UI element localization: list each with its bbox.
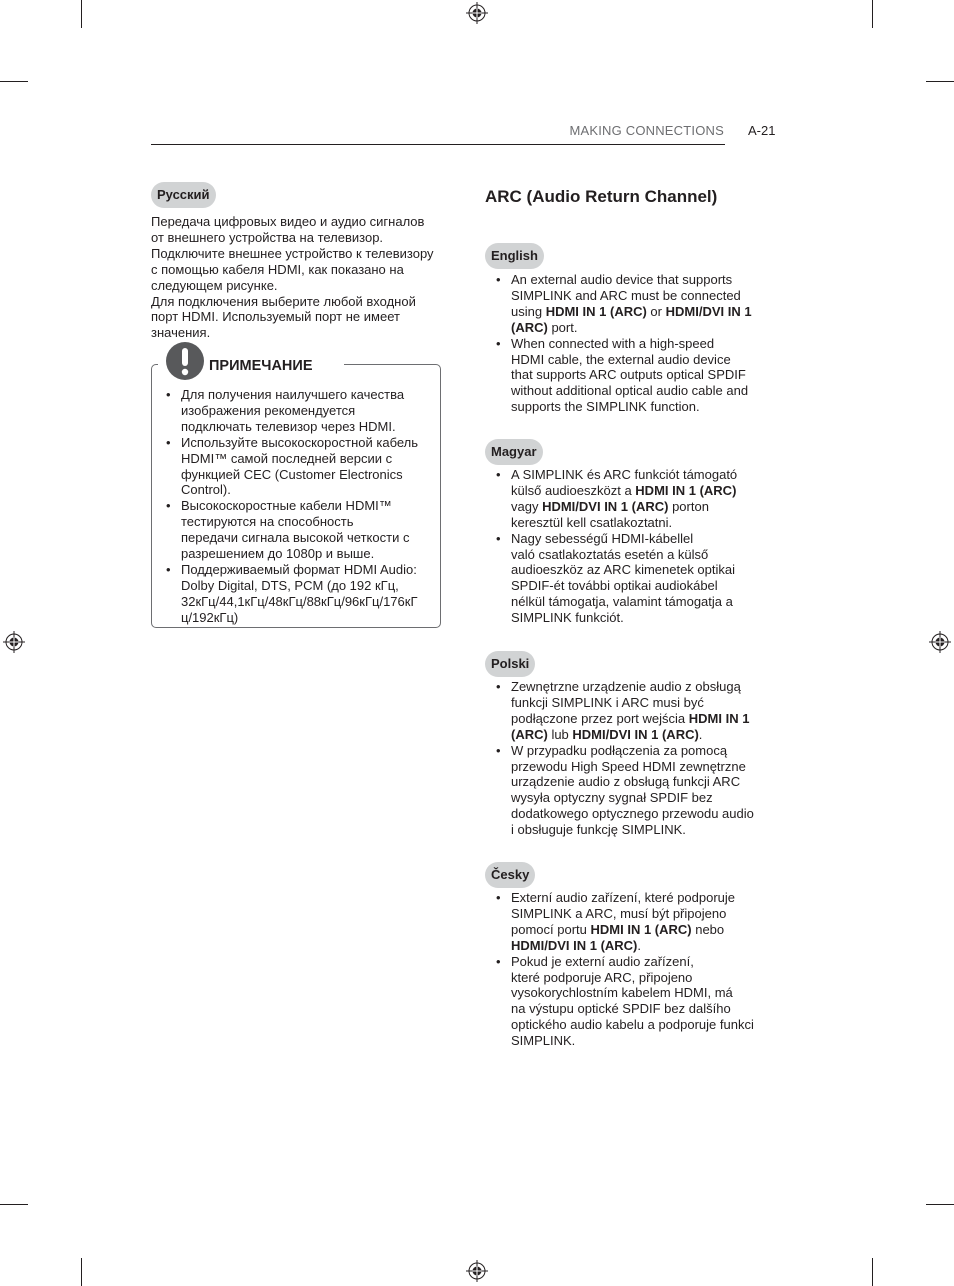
- registration-mark-icon: [466, 2, 488, 24]
- crop-mark: [926, 1204, 954, 1205]
- crop-mark: [872, 1258, 873, 1286]
- crop-mark: [81, 1258, 82, 1286]
- list-item: • Pokud je externí audio zařízení, které podporuje ARC, připojeno vysokorychlostním kabelem HDMI, má na výstupu optické SPDIF bez dalšího optického audio kabelu a podporuje funkci SIMPLINK.: [485, 954, 775, 1049]
- caution-icon: [166, 342, 204, 380]
- section-title: ARC (Audio Return Channel): [485, 187, 718, 206]
- registration-mark-icon: [466, 1260, 488, 1282]
- header-rule: [151, 144, 725, 145]
- crop-mark: [81, 0, 82, 28]
- russian-intro-paragraph: Передача цифровых видео и аудио сигналов от внешнего устройства на телевизор. Подключите внешнее устройство к телевизору с помощью кабеля HDMI, как показано на следующем рисунке. Для подключения выберите любой входной порт HDMI. Используемый порт не имеет значения.: [151, 214, 434, 341]
- language-label-polski: Polski: [485, 651, 535, 677]
- registration-mark-icon: [3, 631, 25, 653]
- list-item: • Nagy sebességű HDMI-kábellel való csatlakoztatás esetén a külső audioeszköz az ARC kimenetek optikai SPDIF-ét további optikai audiokábel nélkül támogatja, valamint támogatja a SIMPLINK funkciót.: [485, 531, 775, 626]
- list-item: • W przypadku podłączenia za pomocą przewodu High Speed HDMI zewnętrzne urządzenie audio z obsługą funkcji ARC wysyła optyczny sygnał SPDIF bez dodatkowego optycznego przewodu audio i obsługuje funkcję SIMPLINK.: [485, 743, 775, 838]
- list-item: • A SIMPLINK és ARC funkciót támogató külső audioeszközt a HDMI IN 1 (ARC) vagy HDMI/DVI IN 1 (ARC) porton keresztül kell csatlakoztatni.: [485, 467, 775, 531]
- registration-mark-icon: [929, 631, 951, 653]
- magyar-list: [485, 467, 775, 626]
- language-label-cesky: Česky: [485, 862, 535, 888]
- crop-mark: [0, 81, 28, 82]
- list-item: • Zewnętrzne urządzenie audio z obsługą funkcji SIMPLINK i ARC musi być podłączone przez port wejścia HDMI IN 1 (ARC) lub HDMI/DVI IN 1 (ARC).: [485, 679, 775, 743]
- header-section-title: MAKING CONNECTIONS: [569, 123, 724, 138]
- crop-mark: [0, 1204, 28, 1205]
- list-item: • Для получения наилучшего качества изображения рекомендуется подключать телевизор через HDMI.: [155, 387, 440, 435]
- list-item: • An external audio device that supports SIMPLINK and ARC must be connected using HDMI IN 1 (ARC) or HDMI/DVI IN 1 (ARC) port.: [485, 272, 775, 336]
- language-label-english: English: [485, 243, 544, 269]
- list-item: • Externí audio zařízení, které podporuje SIMPLINK a ARC, musí být připojeno pomocí portu HDMI IN 1 (ARC) nebo HDMI/DVI IN 1 (ARC).: [485, 890, 775, 954]
- language-label-russian: Русский: [151, 182, 216, 208]
- polski-list: [485, 679, 775, 838]
- crop-mark: [926, 81, 954, 82]
- cesky-list: [485, 890, 775, 1049]
- list-item: • Поддерживаемый формат HDMI Audio: Dolby Digital, DTS, PCM (до 192 кГц, 32кГц/44,1кГц/48кГц/88кГц/96кГц/176кГ ц/192кГц): [155, 562, 440, 626]
- note-title: ПРИМЕЧАНИЕ: [209, 358, 313, 374]
- crop-mark: [872, 0, 873, 28]
- english-list: [485, 272, 775, 415]
- list-item: • When connected with a high-speed HDMI cable, the external audio device that supports ARC outputs optical SPDIF without additional optical audio cable and supports the SIMPLINK function.: [485, 336, 775, 416]
- list-item: • Высокоскоростные кабели HDMI™ тестируются на способность передачи сигнала высокой четкости с разрешением до 1080p и выше.: [155, 498, 440, 562]
- language-label-magyar: Magyar: [485, 439, 543, 465]
- page-number: A-21: [748, 123, 776, 138]
- note-list: [155, 387, 440, 626]
- list-item: • Используйте высокоскоростной кабель HDMI™ самой последней версии с функцией CEC (Customer Electronics Control).: [155, 435, 440, 499]
